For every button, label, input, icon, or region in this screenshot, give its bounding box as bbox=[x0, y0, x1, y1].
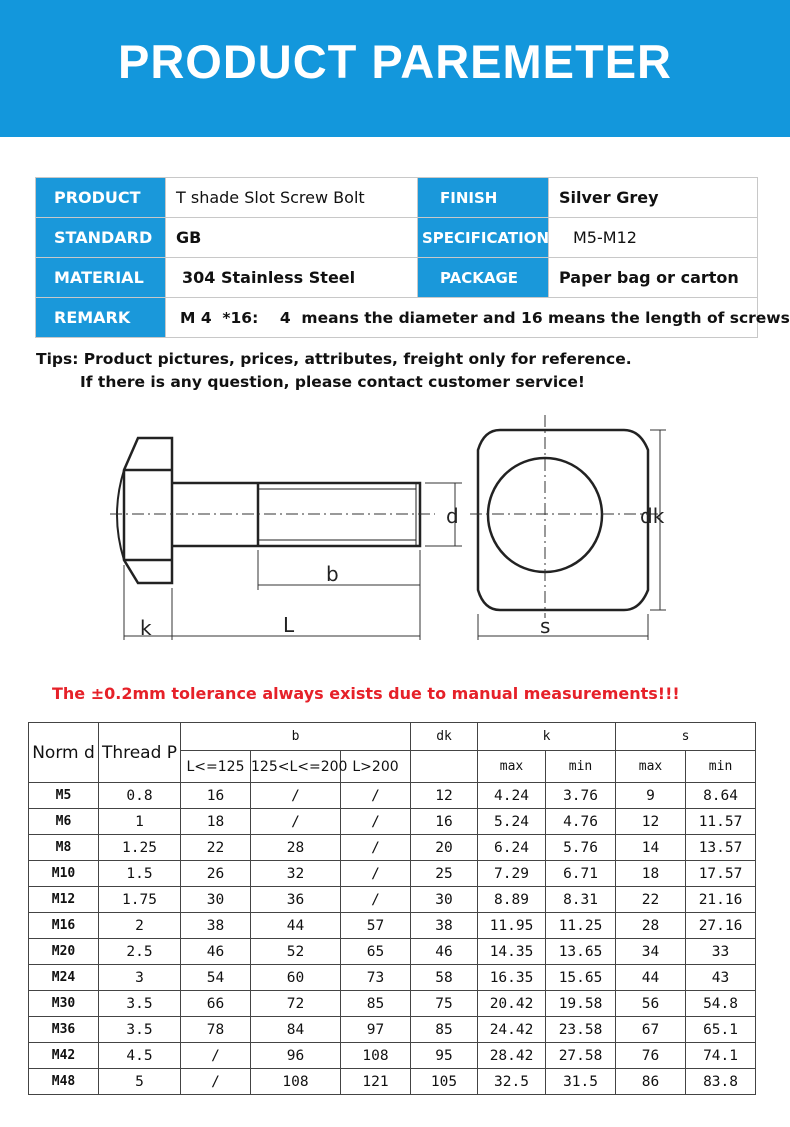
cell-thread: 2.5 bbox=[99, 939, 181, 965]
cell-k-min: 31.5 bbox=[546, 1069, 616, 1095]
cell-s-min: 43 bbox=[686, 965, 756, 991]
cell-s-max: 14 bbox=[616, 835, 686, 861]
param-row bbox=[36, 218, 758, 258]
cell-s-max: 76 bbox=[616, 1043, 686, 1069]
dim-label-k: k bbox=[140, 616, 152, 640]
cell-k-max: 7.29 bbox=[478, 861, 546, 887]
cell-s-max: 67 bbox=[616, 1017, 686, 1043]
table-row bbox=[29, 887, 756, 913]
cell-s-max: 34 bbox=[616, 939, 686, 965]
cell-thread: 5 bbox=[99, 1069, 181, 1095]
cell-k-min: 19.58 bbox=[546, 991, 616, 1017]
header-b-1: L<=125 bbox=[181, 751, 251, 783]
specification-value: M5-M12 bbox=[549, 218, 758, 258]
cell-b-3: / bbox=[341, 809, 411, 835]
header-norm: Norm d bbox=[29, 723, 99, 783]
cell-k-min: 6.71 bbox=[546, 861, 616, 887]
cell-norm: M20 bbox=[29, 939, 99, 965]
cell-b-2: 44 bbox=[251, 913, 341, 939]
bolt-drawing bbox=[0, 400, 790, 680]
material-value: 304 Stainless Steel bbox=[166, 258, 418, 298]
cell-s-min: 13.57 bbox=[686, 835, 756, 861]
header-s-min: min bbox=[686, 751, 756, 783]
cell-s-min: 65.1 bbox=[686, 1017, 756, 1043]
table-header-row bbox=[29, 723, 756, 751]
header-s-max: max bbox=[616, 751, 686, 783]
table-row bbox=[29, 1043, 756, 1069]
cell-s-min: 21.16 bbox=[686, 887, 756, 913]
tips-line-2: If there is any question, please contact customer service! bbox=[80, 373, 585, 391]
table-row bbox=[29, 939, 756, 965]
cell-norm: M42 bbox=[29, 1043, 99, 1069]
bolt-end-view-shape bbox=[478, 430, 648, 610]
cell-b-3: 85 bbox=[341, 991, 411, 1017]
tips-line-1: Tips: Product pictures, prices, attributes, freight only for reference. bbox=[36, 350, 632, 368]
cell-b-2: 96 bbox=[251, 1043, 341, 1069]
cell-s-max: 44 bbox=[616, 965, 686, 991]
cell-s-min: 27.16 bbox=[686, 913, 756, 939]
cell-b-3: 108 bbox=[341, 1043, 411, 1069]
cell-norm: M24 bbox=[29, 965, 99, 991]
header-b-2: 125<L<=200 bbox=[251, 751, 341, 783]
cell-b-1: 16 bbox=[181, 783, 251, 809]
tolerance-warning: The ±0.2mm tolerance always exists due to manual measurements!!! bbox=[52, 684, 680, 703]
cell-thread: 2 bbox=[99, 913, 181, 939]
cell-s-min: 54.8 bbox=[686, 991, 756, 1017]
cell-b-2: 52 bbox=[251, 939, 341, 965]
cell-b-2: / bbox=[251, 783, 341, 809]
cell-s-min: 8.64 bbox=[686, 783, 756, 809]
cell-k-min: 8.31 bbox=[546, 887, 616, 913]
cell-b-1: 30 bbox=[181, 887, 251, 913]
cell-b-1: 46 bbox=[181, 939, 251, 965]
cell-thread: 1 bbox=[99, 809, 181, 835]
table-row bbox=[29, 991, 756, 1017]
cell-k-max: 28.42 bbox=[478, 1043, 546, 1069]
cell-s-max: 9 bbox=[616, 783, 686, 809]
cell-b-1: 26 bbox=[181, 861, 251, 887]
cell-k-max: 24.42 bbox=[478, 1017, 546, 1043]
header-thread: Thread P bbox=[99, 723, 181, 783]
dim-label-L: L bbox=[283, 613, 295, 637]
cell-thread: 1.5 bbox=[99, 861, 181, 887]
cell-b-1: 18 bbox=[181, 809, 251, 835]
package-value: Paper bag or carton bbox=[549, 258, 758, 298]
cell-thread: 1.25 bbox=[99, 835, 181, 861]
product-label: PRODUCT bbox=[36, 178, 166, 218]
cell-b-1: / bbox=[181, 1043, 251, 1069]
package-label: PACKAGE bbox=[418, 258, 549, 298]
cell-thread: 1.75 bbox=[99, 887, 181, 913]
table-row bbox=[29, 1069, 756, 1095]
cell-dk: 46 bbox=[411, 939, 478, 965]
cell-thread: 3.5 bbox=[99, 1017, 181, 1043]
cell-b-3: 57 bbox=[341, 913, 411, 939]
cell-s-min: 11.57 bbox=[686, 809, 756, 835]
header-dk-blank bbox=[411, 751, 478, 783]
cell-norm: M12 bbox=[29, 887, 99, 913]
cell-k-max: 32.5 bbox=[478, 1069, 546, 1095]
cell-s-max: 56 bbox=[616, 991, 686, 1017]
cell-k-min: 13.65 bbox=[546, 939, 616, 965]
table-row bbox=[29, 1017, 756, 1043]
header-banner bbox=[0, 0, 790, 137]
cell-s-max: 28 bbox=[616, 913, 686, 939]
cell-dk: 20 bbox=[411, 835, 478, 861]
cell-thread: 4.5 bbox=[99, 1043, 181, 1069]
header-b: b bbox=[181, 723, 411, 751]
cell-b-2: 28 bbox=[251, 835, 341, 861]
cell-thread: 3.5 bbox=[99, 991, 181, 1017]
standard-value: GB bbox=[166, 218, 418, 258]
cell-k-min: 4.76 bbox=[546, 809, 616, 835]
cell-dk: 105 bbox=[411, 1069, 478, 1095]
header-dk: dk bbox=[411, 723, 478, 751]
cell-k-min: 23.58 bbox=[546, 1017, 616, 1043]
finish-label: FINISH bbox=[418, 178, 549, 218]
cell-b-3: / bbox=[341, 783, 411, 809]
table-row bbox=[29, 913, 756, 939]
cell-k-max: 4.24 bbox=[478, 783, 546, 809]
cell-b-3: / bbox=[341, 835, 411, 861]
table-row bbox=[29, 835, 756, 861]
cell-b-3: / bbox=[341, 887, 411, 913]
finish-value: Silver Grey bbox=[549, 178, 758, 218]
remark-label: REMARK bbox=[36, 298, 166, 338]
product-value: T shade Slot Screw Bolt bbox=[166, 178, 418, 218]
cell-b-1: 38 bbox=[181, 913, 251, 939]
cell-norm: M10 bbox=[29, 861, 99, 887]
cell-k-max: 14.35 bbox=[478, 939, 546, 965]
cell-s-max: 22 bbox=[616, 887, 686, 913]
cell-s-max: 86 bbox=[616, 1069, 686, 1095]
specification-label: SPECIFICATION bbox=[418, 218, 549, 258]
header-b-3: L>200 bbox=[341, 751, 411, 783]
cell-norm: M8 bbox=[29, 835, 99, 861]
cell-b-2: 60 bbox=[251, 965, 341, 991]
cell-k-min: 11.25 bbox=[546, 913, 616, 939]
dim-label-d: d bbox=[446, 504, 459, 528]
tips bbox=[36, 348, 632, 394]
cell-b-2: / bbox=[251, 809, 341, 835]
cell-norm: M16 bbox=[29, 913, 99, 939]
cell-k-max: 16.35 bbox=[478, 965, 546, 991]
dimension-table bbox=[28, 722, 756, 1095]
cell-norm: M6 bbox=[29, 809, 99, 835]
material-label: MATERIAL bbox=[36, 258, 166, 298]
cell-dk: 30 bbox=[411, 887, 478, 913]
header-k: k bbox=[478, 723, 616, 751]
cell-k-min: 3.76 bbox=[546, 783, 616, 809]
remark-value: M 4 *16: 4 means the diameter and 16 means the length of screws bbox=[166, 298, 758, 338]
cell-b-1: 22 bbox=[181, 835, 251, 861]
cell-norm: M5 bbox=[29, 783, 99, 809]
parameter-table bbox=[35, 177, 790, 338]
table-row bbox=[29, 809, 756, 835]
cell-b-3: 97 bbox=[341, 1017, 411, 1043]
cell-norm: M30 bbox=[29, 991, 99, 1017]
cell-b-2: 36 bbox=[251, 887, 341, 913]
cell-dk: 38 bbox=[411, 913, 478, 939]
dim-label-s: s bbox=[540, 614, 551, 638]
cell-b-1: 66 bbox=[181, 991, 251, 1017]
cell-b-2: 84 bbox=[251, 1017, 341, 1043]
cell-k-min: 15.65 bbox=[546, 965, 616, 991]
table-row bbox=[29, 861, 756, 887]
cell-thread: 3 bbox=[99, 965, 181, 991]
cell-dk: 16 bbox=[411, 809, 478, 835]
cell-k-max: 6.24 bbox=[478, 835, 546, 861]
cell-k-max: 11.95 bbox=[478, 913, 546, 939]
cell-dk: 12 bbox=[411, 783, 478, 809]
cell-b-3: / bbox=[341, 861, 411, 887]
table-row bbox=[29, 783, 756, 809]
cell-k-max: 20.42 bbox=[478, 991, 546, 1017]
cell-s-max: 18 bbox=[616, 861, 686, 887]
cell-dk: 85 bbox=[411, 1017, 478, 1043]
param-row bbox=[36, 298, 758, 338]
param-row bbox=[36, 258, 758, 298]
cell-b-2: 108 bbox=[251, 1069, 341, 1095]
cell-dk: 95 bbox=[411, 1043, 478, 1069]
cell-b-2: 32 bbox=[251, 861, 341, 887]
cell-dk: 75 bbox=[411, 991, 478, 1017]
cell-s-max: 12 bbox=[616, 809, 686, 835]
cell-s-min: 83.8 bbox=[686, 1069, 756, 1095]
cell-k-min: 27.58 bbox=[546, 1043, 616, 1069]
cell-dk: 58 bbox=[411, 965, 478, 991]
cell-b-2: 72 bbox=[251, 991, 341, 1017]
cell-s-min: 17.57 bbox=[686, 861, 756, 887]
header-k-max: max bbox=[478, 751, 546, 783]
cell-k-max: 5.24 bbox=[478, 809, 546, 835]
cell-b-1: / bbox=[181, 1069, 251, 1095]
cell-b-1: 78 bbox=[181, 1017, 251, 1043]
cell-s-min: 33 bbox=[686, 939, 756, 965]
cell-b-1: 54 bbox=[181, 965, 251, 991]
cell-norm: M48 bbox=[29, 1069, 99, 1095]
page-title: PRODUCT PAREMETER bbox=[117, 35, 673, 88]
header-s: s bbox=[616, 723, 756, 751]
cell-b-3: 121 bbox=[341, 1069, 411, 1095]
dim-label-dk: dk bbox=[640, 504, 665, 528]
cell-thread: 0.8 bbox=[99, 783, 181, 809]
dimension-table-body bbox=[29, 783, 756, 1095]
cell-k-min: 5.76 bbox=[546, 835, 616, 861]
param-row bbox=[36, 178, 758, 218]
header-k-min: min bbox=[546, 751, 616, 783]
standard-label: STANDARD bbox=[36, 218, 166, 258]
cell-b-3: 65 bbox=[341, 939, 411, 965]
cell-norm: M36 bbox=[29, 1017, 99, 1043]
dim-label-b: b bbox=[326, 562, 339, 586]
cell-k-max: 8.89 bbox=[478, 887, 546, 913]
cell-dk: 25 bbox=[411, 861, 478, 887]
cell-b-3: 73 bbox=[341, 965, 411, 991]
table-row bbox=[29, 965, 756, 991]
cell-s-min: 74.1 bbox=[686, 1043, 756, 1069]
